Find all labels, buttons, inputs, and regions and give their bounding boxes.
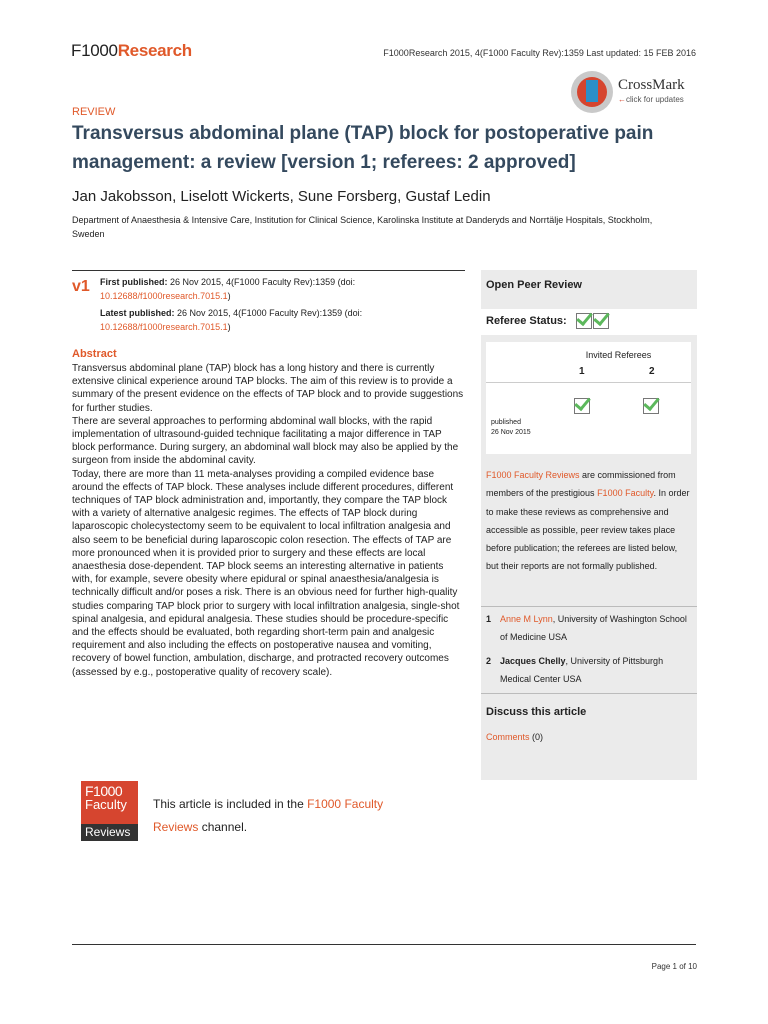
f1000research-logo[interactable]	[71, 41, 192, 61]
arrow-left-icon: ←	[618, 95, 626, 104]
crossmark-icon	[571, 71, 613, 113]
logo-f1000-text: F1000	[71, 41, 118, 60]
citation-line: F1000Research 2015, 4(F1000 Faculty Rev):1359 Last updated: 15 FEB 2016	[383, 48, 696, 58]
version-label: v1	[72, 278, 90, 295]
divider	[72, 270, 465, 271]
referee-status-bar: Referee Status:	[481, 309, 697, 335]
logo-research-text: Research	[117, 41, 192, 60]
page-number: Page 1 of 10	[651, 962, 697, 971]
published-info: published 26 Nov 2015	[491, 419, 531, 436]
faculty-reviews-link[interactable]: F1000 Faculty Reviews	[486, 470, 580, 480]
author-list: Jan Jakobsson, Liselott Wickerts, Sune Forsberg, Gustaf Ledin	[72, 188, 491, 205]
crossmark-badge[interactable]	[571, 71, 691, 113]
crossmark-title: CrossMark	[618, 77, 685, 93]
divider	[486, 382, 691, 383]
approved-check-icon[interactable]	[574, 398, 590, 414]
referee-table	[486, 342, 691, 454]
abstract-body	[72, 362, 464, 679]
article-title: Transversus abdominal plane (TAP) block for postoperative pain management: a review [version 1; referees: 2 approved]	[72, 123, 654, 173]
abstract-paragraph: Today, there are more than 11 meta-analyses providing a compiled evidence base around the effects of TAP block. These analyses include different procedures, different techniques of TAP block administration and, importantly, they compare the TAP block with a variety of alternative analgesic regimes. The effects of TAP block during laparoscopic cholecystectomy seem to be equivalent to local infiltration analgesia and also seem to be beneficial during laparoscopic colon resection. The effects of TAP are more pronounced when it is provided prior to surgery and these effects are local anaesthesia dose-dependent. TAP block seems an interesting alternative in patients with, for example, severe obesity where epidural or spinal anaesthesia/analgesia is technically difficult and/or poses a risk. There is an obvious need for further high-quality studies comparing TAP block prior to surgery with local infiltration analgesia, single-shot spinal analgesia, and epidural analgesia. These studies should be procedure-specific and the effects should be evaluated, both regarding short-term pain and analgesic requirement and also including the effects on postoperative nausea and vomiting, recovery of bowel function, ambulation, discharge, and protracted recovery outcomes (assessed by e.g., postoperative quality of recovery scale).	[72, 468, 460, 678]
referee-name: Jacques Chelly	[500, 656, 566, 666]
faculty-reviews-channel-link[interactable]: F1000 Faculty Reviews	[153, 797, 384, 834]
first-doi-link[interactable]: 10.12688/f1000research.7015.1	[100, 291, 228, 301]
f1000-faculty-link[interactable]: F1000 Faculty	[597, 488, 654, 499]
approved-check-icon[interactable]	[643, 398, 659, 414]
faculty-reviews-description: F1000 Faculty Reviews are commissioned from members of the prestigious F1000 Faculty. In order to make these reviews as comprehensive and accessible as possible, peer review takes place before publication; the referees are listed below, but their reports are not formally published.	[486, 470, 690, 572]
comments-row: Comments (0)	[486, 732, 544, 742]
footer-divider	[72, 944, 696, 945]
invited-referees-label: Invited Referees	[585, 350, 652, 360]
approved-check-icon	[576, 313, 592, 329]
divider	[481, 606, 697, 607]
abstract-paragraph: There are several approaches to performing abdominal wall blocks, with the rapid implementation of ultrasound-guided technique facilitating a major difference in TAP block performance. During surgery, an abdominal wall block may also be applied by the surgeon from inside the abdominal cavity.	[72, 415, 459, 467]
crossmark-subtitle: ←click for updates	[618, 95, 684, 104]
latest-published: Latest published: 26 Nov 2015, 4(F1000 Faculty Rev):1359 (doi: 10.12688/f1000research.7015.1)	[100, 308, 363, 332]
channel-note: This article is included in the F1000 Faculty Reviews channel.	[153, 797, 384, 834]
peer-review-panel: Open Peer Review Referee Status: Invited Referees 1 2 published 26 Nov 2015 F1000 Faculty Reviews are commissioned from members of the prestigious F1000 Faculty. In order to make these reviews as comprehensive and accessible as possible, peer review takes place before publication; the referees are listed below, but their reports are not formally published. 1 Anne M Lynn, University of Washington School of Medicine USA 2 Jacques Chelly, University of Pittsburgh Medical Center USA Discuss this article Comments (0)	[481, 270, 697, 780]
discuss-heading: Discuss this article	[486, 706, 587, 718]
referee-name-link[interactable]: Anne M Lynn	[500, 614, 553, 624]
referee-number: 2	[649, 366, 655, 377]
divider	[481, 693, 697, 694]
referee-number: 1	[579, 366, 585, 377]
publication-info	[100, 275, 470, 334]
article-type: REVIEW	[72, 106, 116, 118]
first-published: First published: 26 Nov 2015, 4(F1000 Faculty Rev):1359 (doi: 10.12688/f1000research.7015.1)	[100, 277, 356, 301]
latest-doi-link[interactable]: 10.12688/f1000research.7015.1	[100, 322, 228, 332]
abstract-paragraph: Transversus abdominal plane (TAP) block has a long history and there is currently extensive clinical experience around TAP blocks. The aim of this review is to provide a summary of the present evidence on the effects of TAP block and to provide suggestions for further studies.	[72, 363, 464, 414]
abstract-heading: Abstract	[72, 348, 117, 360]
approved-check-icon	[593, 313, 609, 329]
f1000-faculty-reviews-logo[interactable]: F1000 Faculty Reviews	[81, 781, 138, 841]
affiliation: Department of Anaesthesia & Intensive Care, Institution for Clinical Science, Karolinska Institute at Danderyds and Norrtälje Hospitals, Stockholm, Sweden	[72, 215, 653, 239]
comments-link[interactable]: Comments	[486, 732, 530, 742]
open-peer-review-heading: Open Peer Review	[486, 279, 582, 291]
